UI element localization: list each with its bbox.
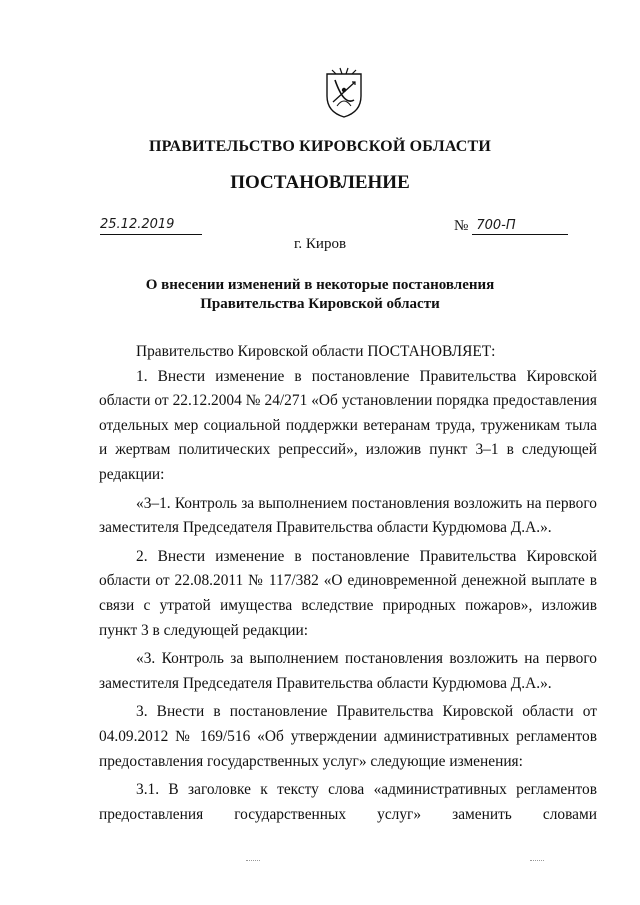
organization-title: ПРАВИТЕЛЬСТВО КИРОВСКОЙ ОБЛАСТИ [148, 138, 492, 155]
document-type-title: ПОСТАНОВЛЕНИЕ [230, 172, 410, 193]
clause-2-quote: «3. Контроль за выполнением постановления возложить на первого заместителя Председателя Правительства области Курдюмова Д.А.». [99, 650, 597, 692]
subject-line-2: Правительства Кировской области [200, 296, 440, 312]
document-subject [0, 276, 640, 314]
document-date: 25.12.2019 [100, 216, 202, 235]
clause-3-1: 3.1. В заголовке к тексту слова «административных регламентов предоставления государственных услуг» заменить словами [99, 781, 597, 823]
document-number-block [454, 216, 568, 235]
clause-2: 2. Внести изменение в постановление Правительства Кировской области от 22.08.2011 № 117/382 «О единовременной денежной выплате в связи с утратой имущества вследствие природных пожаров», изложив пункт 3 в следующей редакции: [99, 547, 597, 639]
clause-1: 1. Внести изменение в постановление Правительства Кировской области от 22.12.2004 № 24/271 «Об установлении порядка предоставления отдельных мер социальной поддержки ветеранам труда, труженикам тыла и жертвам политических репрессий», изложив пункт 3–1 в следующей редакции: [99, 367, 597, 483]
scan-speck-right [530, 860, 544, 863]
body-intro: Правительство Кировской области ПОСТАНОВЛЯЕТ: [136, 343, 496, 360]
document-city: г. Киров [293, 236, 347, 252]
scan-speck-left [246, 860, 260, 863]
coat-of-arms-icon [324, 66, 364, 118]
clause-1-quote: «3–1. Контроль за выполнением постановления возложить на первого заместителя Председателя Правительства области Курдюмова Д.А.». [99, 494, 597, 537]
document-body [99, 340, 597, 827]
number-prefix: № [454, 218, 469, 234]
clause-3: 3. Внести в постановление Правительства Кировской области от 04.09.2012 № 169/516 «Об утверждении административных регламентов предоставления государственных услуг» следующие изменения: [99, 703, 597, 770]
document-number: 700-П [476, 218, 516, 233]
subject-line-1: О внесении изменений в некоторые постановления [145, 277, 495, 293]
